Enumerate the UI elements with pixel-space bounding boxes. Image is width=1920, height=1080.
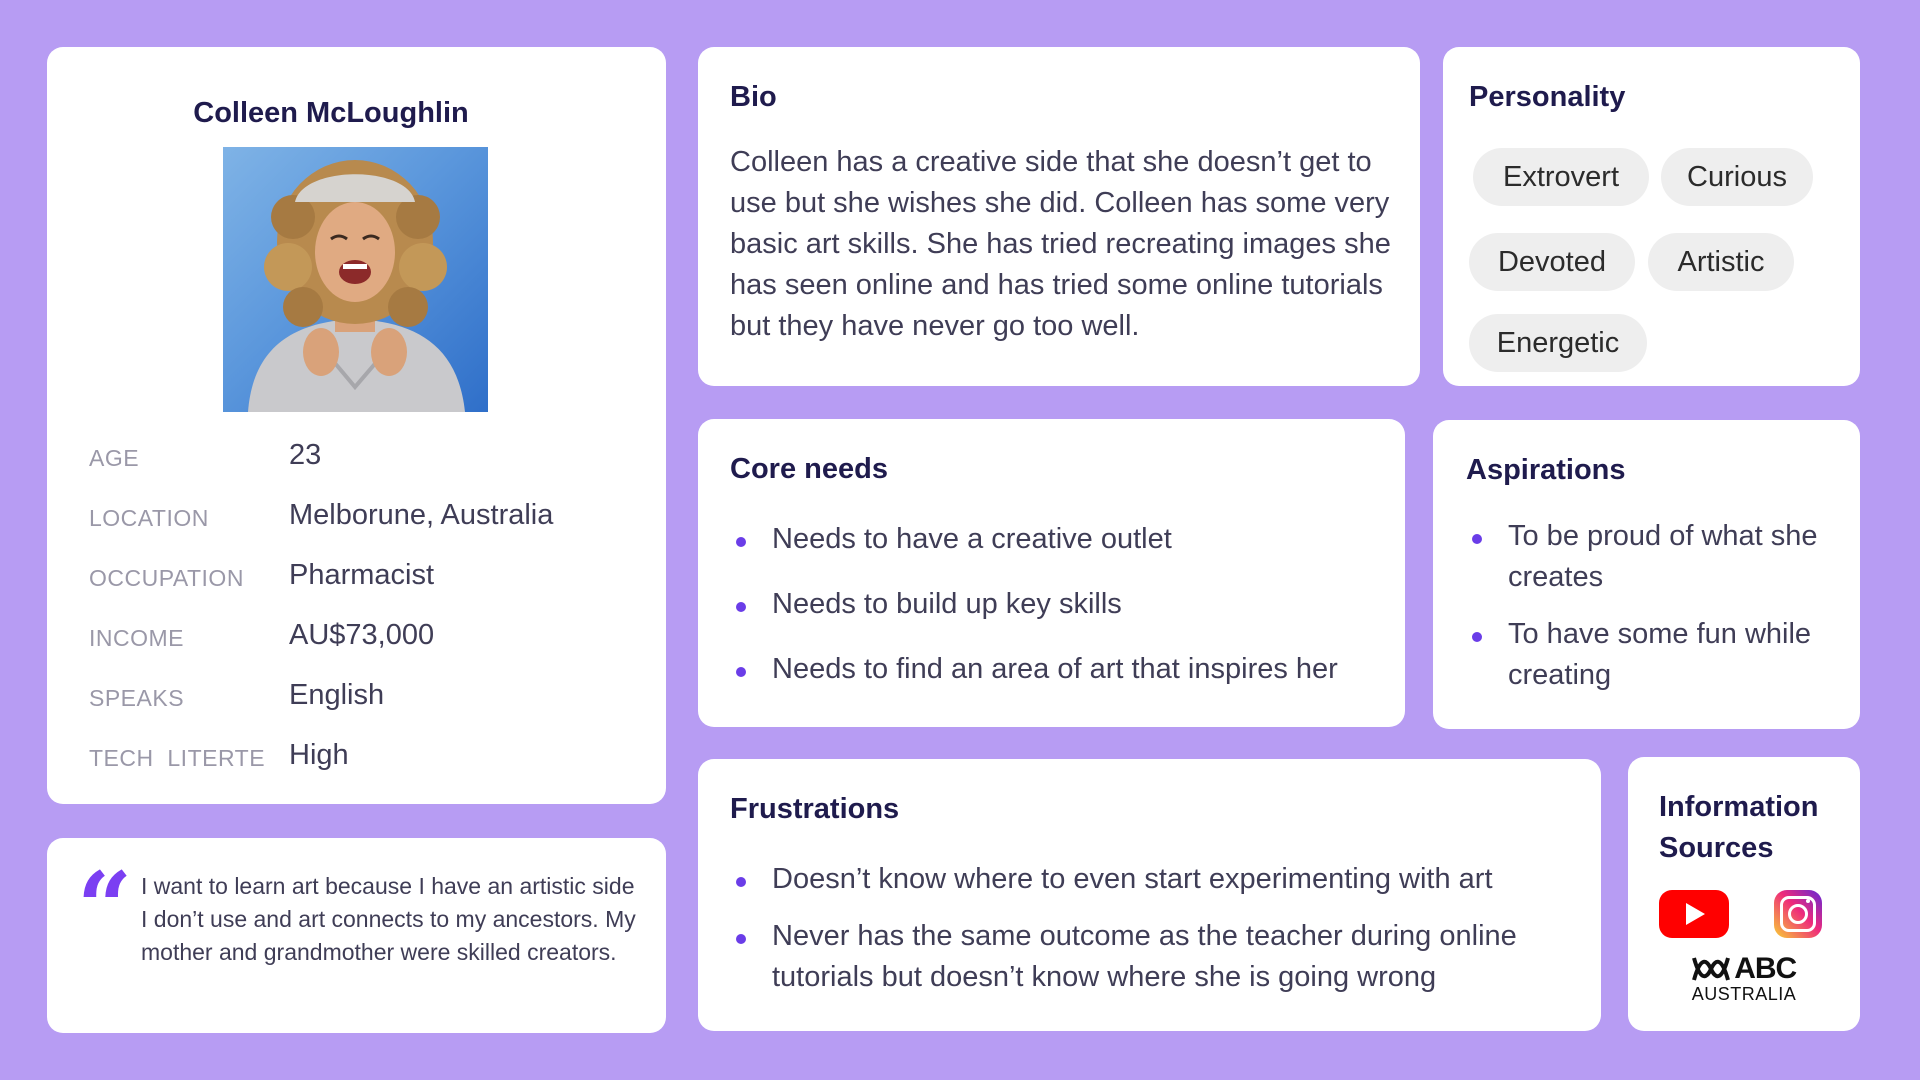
fact-value: English (289, 679, 385, 711)
fact-row-occupation (89, 555, 649, 615)
frustrations-list (730, 859, 1580, 998)
fact-label: INCOME (89, 625, 184, 651)
fact-value: High (289, 739, 349, 771)
core-needs-card (698, 419, 1405, 727)
persona-photo (223, 147, 488, 412)
list-item: Needs to find an area of art that inspires her (730, 649, 1390, 714)
instagram-lens (1788, 904, 1808, 924)
fact-label: SPEAKS (89, 685, 185, 711)
profile-card (47, 47, 666, 804)
bio-title: Bio (730, 81, 777, 113)
fact-row-speaks (89, 675, 649, 735)
instagram-dot (1806, 899, 1810, 903)
quote-text: I want to learn art because I have an artistic side I don’t use and art connects to my ancestors. My mother and grandmother were skilled creators. (141, 873, 636, 965)
fact-label: LOCATION (89, 505, 209, 531)
core-needs-list (730, 519, 1390, 714)
aspirations-title: Aspirations (1466, 454, 1626, 486)
list-item: Needs to have a creative outlet (730, 519, 1390, 584)
information-sources-title: Information Sources (1659, 791, 1819, 864)
instagram-icon (1774, 890, 1822, 938)
fact-label: TECH LITERTE (89, 745, 266, 771)
aspirations-list (1466, 516, 1836, 696)
aspirations-card (1433, 420, 1860, 729)
fact-value: AU$73,000 (289, 619, 435, 651)
fact-row-tech-literacy (89, 735, 649, 795)
core-needs-title: Core needs (730, 453, 888, 485)
personality-title: Personality (1469, 81, 1626, 113)
personality-tag: Curious (1661, 148, 1813, 206)
personality-tag: Devoted (1469, 233, 1635, 291)
fact-row-income (89, 615, 649, 675)
list-item: Doesn’t know where to even start experimenting with art (730, 859, 1580, 900)
fact-row-age (89, 435, 649, 495)
persona-facts (89, 435, 649, 795)
abc-wordmark: ABC (1734, 952, 1797, 985)
personality-tag: Extrovert (1473, 148, 1649, 206)
youtube-icon (1659, 890, 1729, 938)
bio-card (698, 47, 1420, 386)
frustrations-title: Frustrations (730, 793, 900, 825)
fact-value: 23 (289, 439, 322, 471)
persona-name: Colleen McLoughlin (193, 97, 469, 129)
quote-card (47, 838, 666, 1033)
fact-value: Melborune, Australia (289, 499, 554, 531)
fact-row-location (89, 495, 649, 555)
information-sources-card (1628, 757, 1860, 1031)
personality-card (1443, 47, 1860, 386)
person-illustration (223, 147, 488, 412)
abc-australia-logo (1688, 952, 1800, 1005)
personality-tag: Artistic (1648, 233, 1794, 291)
play-icon (1686, 903, 1705, 925)
list-item: Never has the same outcome as the teacher during online tutorials but doesn’t know where she is going wrong (730, 916, 1580, 998)
frustrations-card (698, 759, 1601, 1031)
fact-label: AGE (89, 445, 140, 471)
personality-tag: Energetic (1469, 314, 1647, 372)
abc-country: AUSTRALIA (1691, 984, 1797, 1004)
quote-mark-icon: “ (77, 851, 133, 964)
list-item: To have some fun while creating (1466, 614, 1836, 696)
abc-lissajous-icon (1692, 956, 1730, 982)
fact-value: Pharmacist (289, 559, 435, 591)
fact-label: OCCUPATION (89, 565, 244, 591)
list-item: To be proud of what she creates (1466, 516, 1836, 598)
list-item: Needs to build up key skills (730, 584, 1390, 649)
bio-text: Colleen has a creative side that she doesn’t get to use but she wishes she did. Colleen has some very basic art skills. She has tried recreating images she has seen online and has tried some online tutorials but they have never go too well. (730, 146, 1391, 342)
